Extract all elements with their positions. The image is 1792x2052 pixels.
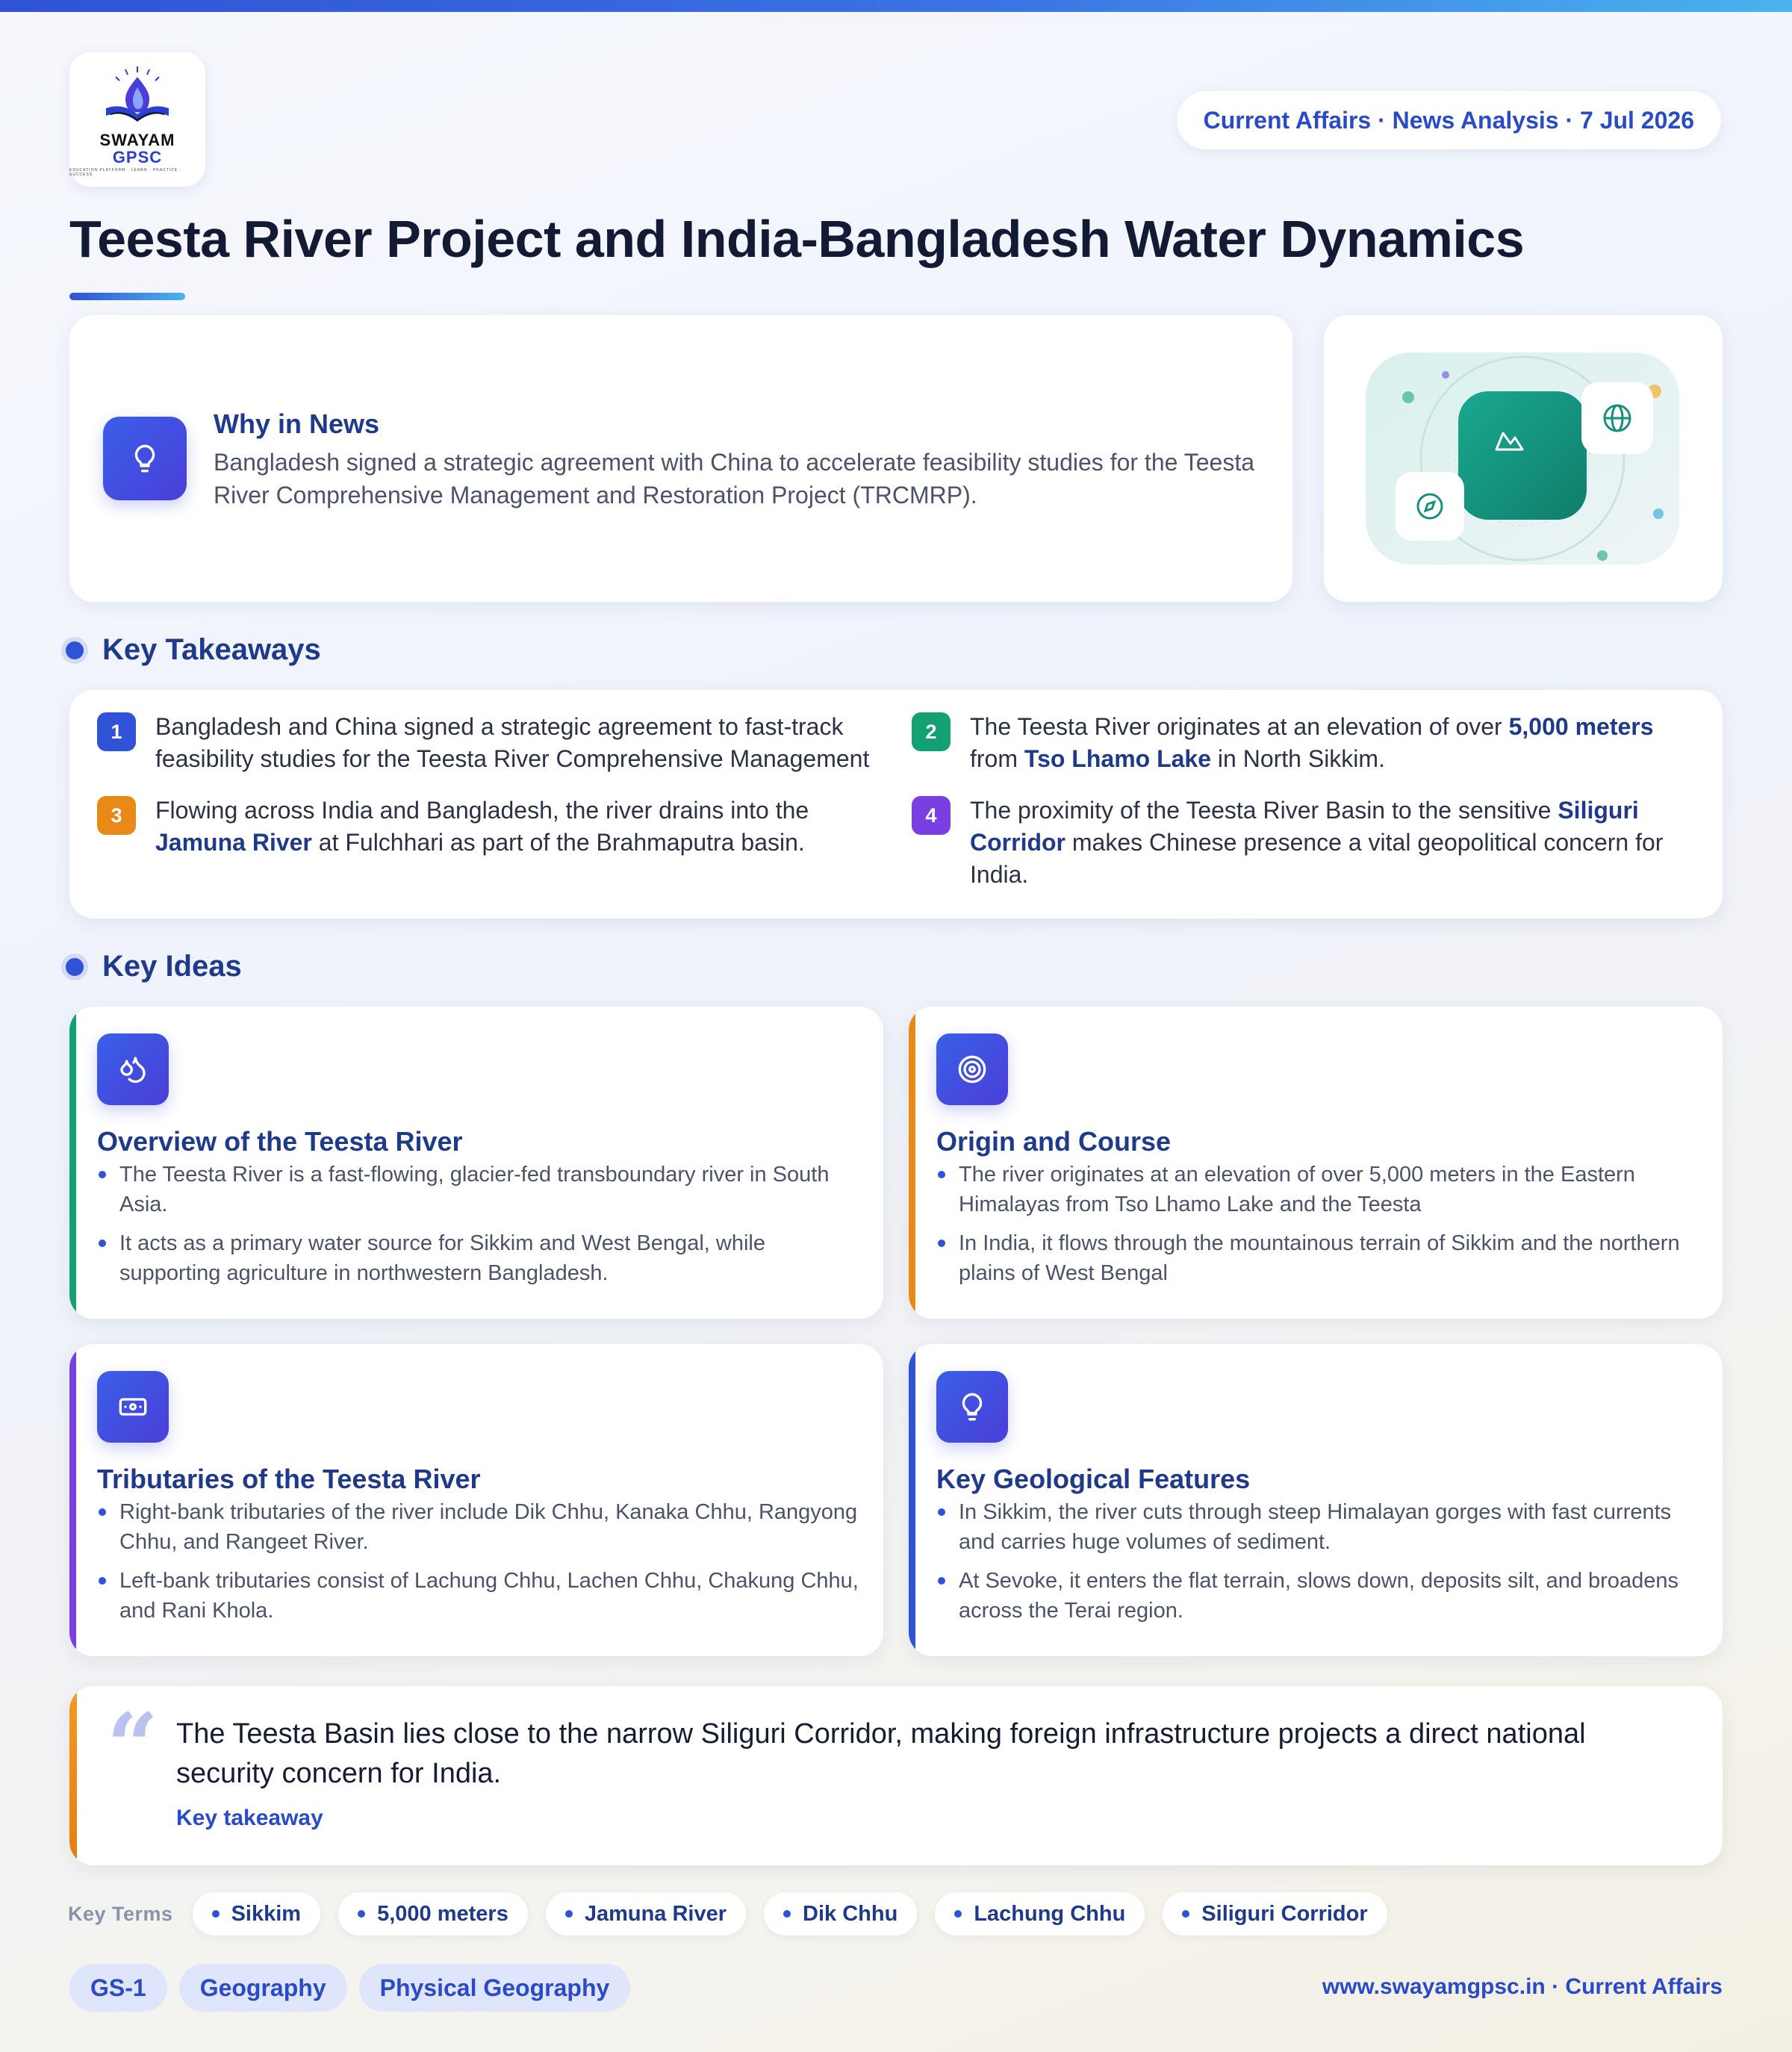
term-chip[interactable]: Sikkim [193, 1892, 321, 1936]
tag-list [69, 1964, 642, 2012]
key-takeaways-heading: Key Takeaways [66, 633, 321, 667]
footer-site-link[interactable]: www.swayamgpsc.in · Current Affairs [1322, 1974, 1723, 1999]
idea-card-overview [69, 1007, 883, 1319]
top-accent-bar [0, 0, 1792, 12]
key-terms [68, 1892, 1405, 1936]
banknote-icon [97, 1371, 169, 1443]
key-takeaways-card [69, 690, 1723, 918]
lightbulb-icon [936, 1371, 1008, 1443]
quote-card [69, 1686, 1723, 1865]
logo-tagline: EDUCATION PLATFORM · LEARN · PRACTICE · SUCCESS [69, 168, 182, 177]
why-in-news-body: Bangladesh signed a strategic agreement with China to accelerate feasibility studies for the Teesta River Comprehensive Management and Restoration Project (TRCMRP). [214, 449, 1254, 509]
idea-title: Key Geological Features [936, 1464, 1251, 1494]
term-chip[interactable]: Dik Chhu [764, 1892, 917, 1936]
quote-mark-icon: “ [107, 1694, 159, 1799]
illustration-card [1324, 315, 1723, 602]
idea-bullets [97, 1497, 859, 1635]
mountain-icon [1458, 391, 1587, 520]
quote-source: Key takeaway [176, 1806, 323, 1830]
key-terms-label: Key Terms [68, 1902, 173, 1925]
title-underline [69, 293, 185, 300]
target-icon [936, 1033, 1008, 1105]
why-in-news-card [69, 315, 1292, 602]
bullet: It acts as a primary water source for Sikkim and West Bengal, while supporting agriculture in northwestern Bangladesh. [97, 1228, 859, 1288]
idea-card-tributaries [69, 1344, 883, 1656]
bullet: Left-bank tributaries consist of Lachung Chhu, Lachen Chhu, Chakung Chhu, and Rani Khola. [97, 1566, 859, 1626]
takeaway-item: 4 The proximity of the Teesta River Basin to the sensitive Siliguri Corridor makes Chinese presence a vital geopolitical concern for India. [912, 774, 1703, 891]
tag-geography[interactable]: Geography [179, 1964, 347, 2012]
idea-title: Tributaries of the Teesta River [97, 1464, 481, 1494]
quote-text: The Teesta Basin lies close to the narrow Siliguri Corridor, making foreign infrastructure projects a direct national security concern for India. [176, 1718, 1586, 1789]
idea-bullets [936, 1160, 1698, 1297]
book-flame-logo-icon [93, 62, 182, 129]
idea-title: Origin and Course [936, 1126, 1172, 1157]
idea-card-geology [909, 1344, 1723, 1656]
logo-text-gpsc: GPSC [112, 148, 163, 167]
lightbulb-icon [103, 417, 187, 500]
tag-gs1[interactable]: GS-1 [69, 1964, 167, 2012]
idea-card-origin [909, 1007, 1723, 1319]
bullet: In India, it flows through the mountainous terrain of Sikkim and the northern plains of West Bengal [936, 1228, 1698, 1288]
term-chip[interactable]: Jamuna River [546, 1892, 746, 1936]
idea-bullets [936, 1497, 1698, 1635]
bullet: In Sikkim, the river cuts through steep Himalayan gorges with fast currents and carries huge volumes of sediment. [936, 1497, 1698, 1557]
bullet: The Teesta River is a fast-flowing, glacier-fed transboundary river in South Asia. [97, 1160, 859, 1219]
droplets-icon [97, 1033, 169, 1105]
bullet: The river originates at an elevation of over 5,000 meters in the Eastern Himalayas from Tso Lhamo Lake and the Teesta [936, 1160, 1698, 1219]
bullet: At Sevoke, it enters the flat terrain, slows down, deposits silt, and broadens across the Terai region. [936, 1566, 1698, 1626]
term-chip[interactable]: Siliguri Corridor [1163, 1892, 1387, 1936]
term-chip[interactable]: 5,000 meters [338, 1892, 528, 1936]
term-chip[interactable]: Lachung Chhu [935, 1892, 1145, 1936]
page-title: Teesta River Project and India-Bangladesh Water Dynamics [69, 210, 1525, 268]
takeaway-item: 1 Bangladesh and China signed a strategic agreement to fast-track feasibility studies for the Teesta River Comprehensive Management [97, 690, 918, 775]
meta-pill: Current Affairs · News Analysis · 7 Jul 2026 [1177, 91, 1721, 149]
bullet: Right-bank tributaries of the river include Dik Chhu, Kanaka Chhu, Rangyong Chhu, and Rangeet River. [97, 1497, 859, 1557]
logo [69, 52, 205, 187]
takeaway-item: 2 The Teesta River originates at an elevation of over 5,000 meters from Tso Lhamo Lake in North Sikkim. [912, 690, 1703, 775]
key-ideas-heading: Key Ideas [66, 950, 242, 983]
tag-physical-geography[interactable]: Physical Geography [359, 1964, 631, 2012]
geography-illustration [1324, 315, 1723, 602]
idea-title: Overview of the Teesta River [97, 1126, 463, 1157]
takeaway-item: 3 Flowing across India and Bangladesh, the river drains into the Jamuna River at Fulchhari as part of the Brahmaputra basin. [97, 774, 874, 859]
why-in-news-title: Why in News [214, 408, 380, 439]
idea-bullets [97, 1160, 859, 1297]
logo-text-swayam: SWAYAM [99, 131, 175, 149]
